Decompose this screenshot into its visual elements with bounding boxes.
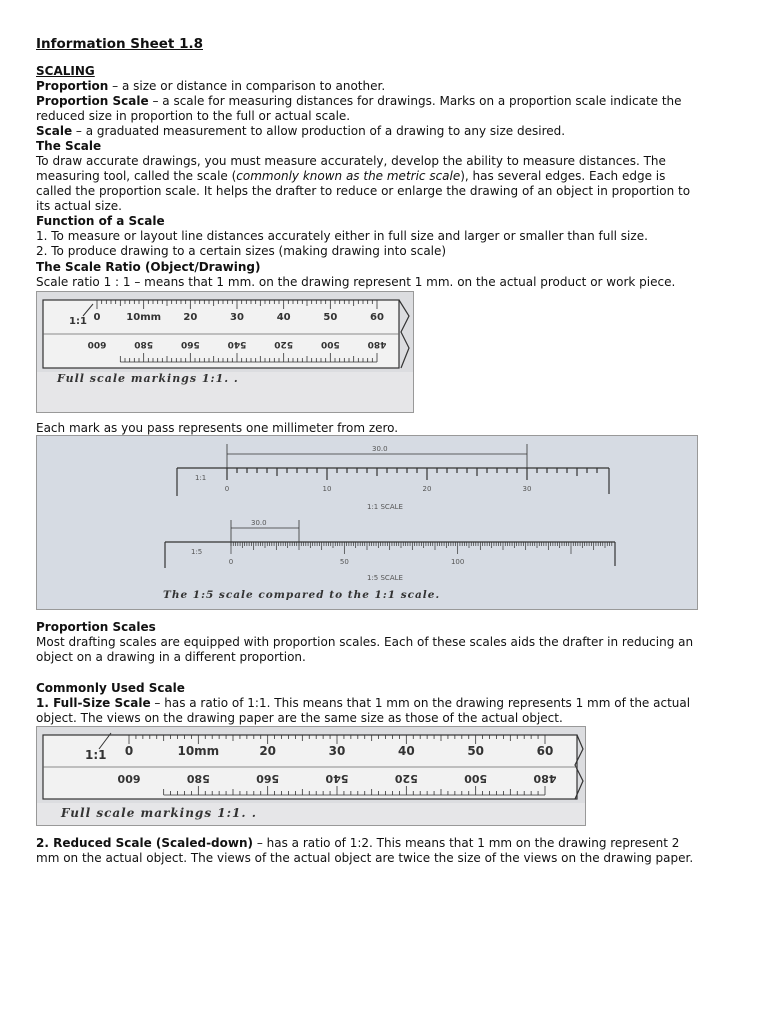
function-item: 2. To produce drawing to a certain sizes (making drawing into scale)	[36, 244, 447, 258]
proportion-scales-line: object on a drawing in a different proportion.	[36, 650, 306, 664]
reduced-scale-text	[36, 836, 679, 851]
scale-comparison-figure	[36, 435, 698, 610]
scale-number: 100	[450, 558, 465, 566]
function-item: 1. To measure or layout line distances accurately either in full size and larger or smaller than full size.	[36, 229, 648, 243]
ratio-heading: The Scale Ratio (Object/Drawing)	[36, 260, 261, 274]
italic-text: commonly known as the metric scale	[236, 169, 461, 183]
section-heading: SCALING	[36, 64, 95, 78]
dimension-label: 30.0	[251, 519, 267, 527]
ruler-number: 60	[370, 312, 384, 323]
ruler-number: 540	[227, 339, 247, 349]
ratio-label: 1:1	[195, 474, 207, 482]
scale-label: 1:1 SCALE	[367, 503, 403, 511]
ruler-number: 560	[180, 339, 200, 349]
scale-number: 30	[522, 485, 532, 493]
reduced-scale-cont: mm on the actual object. The views of the actual object are twice the size of the views on the drawing paper.	[36, 851, 694, 865]
scale-label: 1:5 SCALE	[367, 574, 403, 582]
term: Scale	[36, 124, 73, 138]
ruler-number: 480	[533, 772, 557, 785]
the-scale-line: To draw accurate drawings, you must measure accurately, develop the ability to measure distances. The	[36, 154, 666, 168]
proportion-scales-heading: Proportion Scales	[36, 620, 156, 634]
ruler-image	[37, 727, 585, 825]
proportion-scales-line: Most drafting scales are equipped with proportion scales. Each of these scales aids the drafter in reducing an	[36, 635, 694, 649]
ratio-label: 1:1	[85, 748, 107, 762]
def-proportion-scale	[36, 94, 682, 109]
ruler-number: 10mm	[126, 312, 162, 323]
ruler-number: 20	[259, 744, 277, 758]
ruler-number: 20	[183, 312, 198, 323]
ratio-text: Scale ratio 1 : 1 – means that 1 mm. on the drawing represent 1 mm. on the actual product or work piece.	[36, 275, 676, 289]
ruler-number: 0	[124, 744, 134, 758]
ruler-number: 40	[397, 744, 415, 758]
ruler-number: 520	[394, 772, 418, 785]
ruler-number: 480	[367, 339, 387, 349]
ruler-number: 500	[320, 339, 340, 349]
ruler-number: 30	[328, 744, 346, 758]
def-scale	[36, 124, 565, 139]
ruler-number: 540	[325, 772, 349, 785]
def-proportion	[36, 79, 385, 94]
ruler-number: 50	[323, 312, 338, 323]
figure-caption: Full scale markings 1:1. .	[61, 806, 257, 820]
term: 1. Full-Size Scale	[36, 696, 151, 710]
ruler-number: 0	[93, 312, 101, 323]
ruler-number: 580	[134, 339, 154, 349]
the-scale-line: called the proportion scale. It helps the drafter to reduce or enlarge the drawing of an object in proportion to	[36, 184, 691, 198]
the-scale-line: its actual size.	[36, 199, 122, 213]
definition: – a scale for measuring distances for drawings. Marks on a proportion scale indicate the	[148, 94, 682, 108]
ratio-label: 1:5	[191, 548, 203, 556]
scale-number: 10	[322, 485, 332, 493]
the-scale-heading: The Scale	[36, 139, 102, 153]
full-size-scale-cont: object. The views on the drawing paper are the same size as those of the actual object.	[36, 711, 563, 725]
ruler-number: 10mm	[177, 744, 220, 758]
scale1-numbers	[225, 485, 532, 493]
figure-caption: Full scale markings 1:1. .	[57, 372, 239, 385]
term: 2. Reduced Scale (Scaled-down)	[36, 836, 254, 850]
text: ), has several edges. Each edge is	[460, 169, 666, 183]
figure-caption: The 1:5 scale compared to the 1:1 scale.	[163, 589, 441, 601]
each-mark-text: Each mark as you pass represents one millimeter from zero.	[36, 421, 399, 435]
ruler-number: 60	[536, 744, 554, 758]
ruler-number: 520	[274, 339, 294, 349]
ruler-number: 30	[230, 312, 244, 323]
ruler-figure-2	[36, 726, 586, 826]
scale-number: 50	[339, 558, 349, 566]
definition: – has a ratio of 1:2. This means that 1 mm on the drawing represent 2	[253, 836, 680, 850]
scale2-numbers	[229, 558, 465, 566]
common-heading: Commonly Used Scale	[36, 681, 185, 695]
text: measuring tool, called the scale (	[36, 169, 237, 183]
ruler-number: 580	[186, 772, 210, 785]
scale2-ticks	[231, 542, 612, 554]
ruler-number: 600	[117, 772, 141, 785]
ruler-figure-1	[36, 291, 414, 413]
scale-number: 0	[224, 485, 230, 493]
term: Proportion	[36, 79, 109, 93]
def-proportion-scale-cont: reduced size in proportion to the full or actual scale.	[36, 109, 351, 123]
definition: – a graduated measurement to allow production of a drawing to any size desired.	[72, 124, 566, 138]
ruler-break-edge	[399, 300, 409, 368]
function-heading: Function of a Scale	[36, 214, 165, 228]
ruler-number: 50	[467, 744, 485, 758]
ruler-number: 40	[276, 312, 291, 323]
dimension-label: 30.0	[372, 445, 388, 453]
sheet-title: Information Sheet 1.8	[36, 36, 203, 52]
full-size-scale-text	[36, 696, 690, 711]
the-scale-line	[36, 169, 665, 184]
definition: – a size or distance in comparison to another.	[108, 79, 386, 93]
definition: – has a ratio of 1:1. This means that 1 mm on the drawing represents 1 mm of the actual	[150, 696, 691, 710]
scale1-ticks	[227, 468, 597, 480]
scale-number: 20	[422, 485, 432, 493]
ruler-number: 600	[87, 339, 107, 349]
term: Proportion Scale	[36, 94, 149, 108]
ruler-number: 500	[464, 772, 488, 785]
comparison-image	[37, 436, 697, 609]
ruler-number: 560	[256, 772, 280, 785]
ratio-label: 1:1	[69, 316, 87, 327]
ruler-image	[37, 292, 413, 412]
scale-number: 0	[228, 558, 234, 566]
